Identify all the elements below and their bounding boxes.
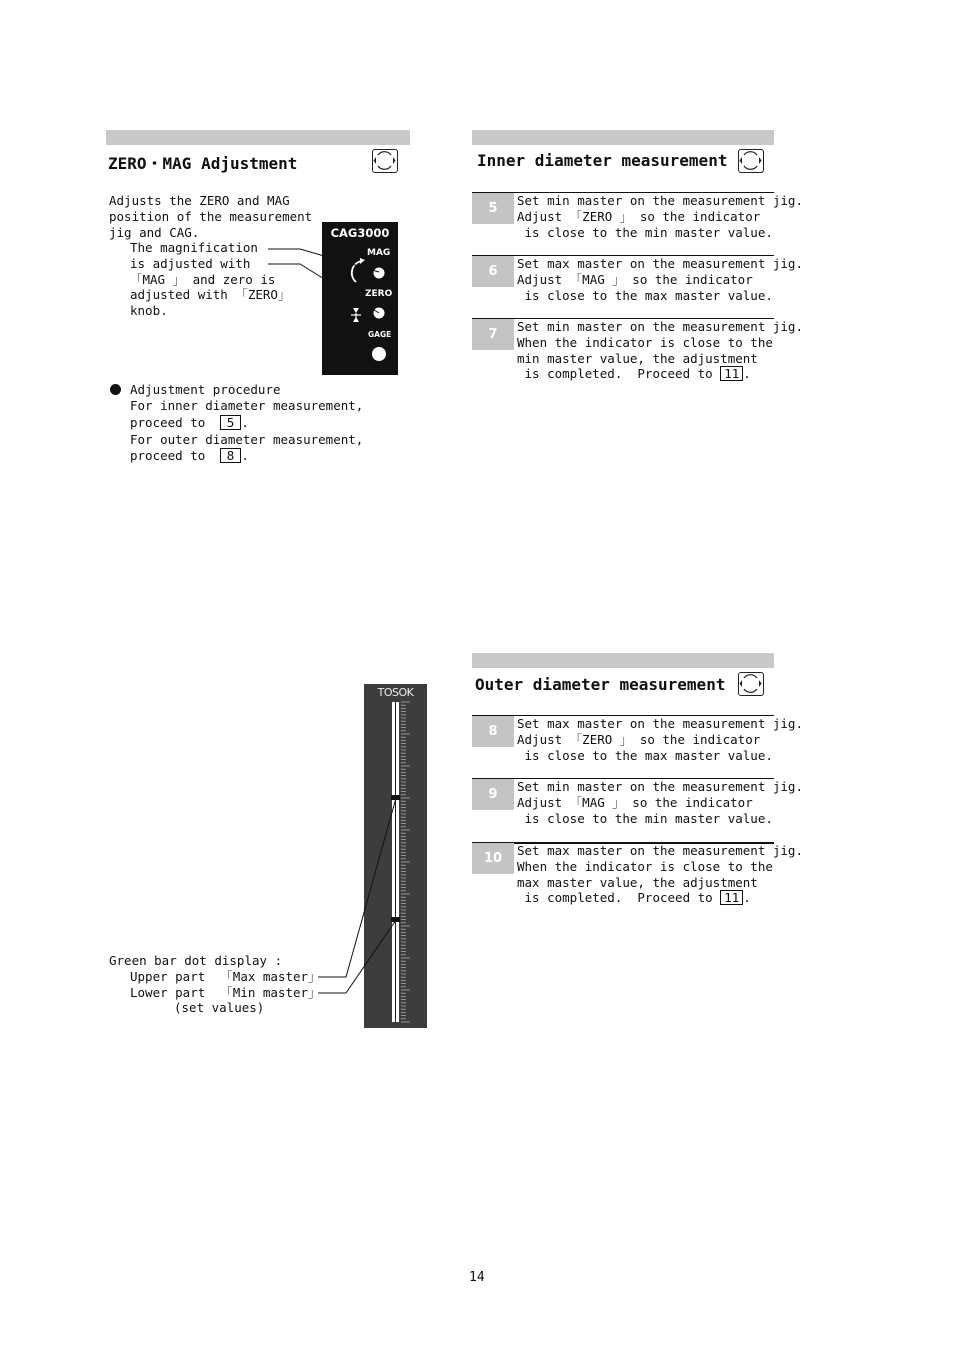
step-text-5: Set min master on the measurement jig. Adjust 「ZERO 」 so the indicator is close to the min master value.: [517, 193, 803, 240]
step-number-8: 8: [472, 716, 514, 747]
bargraph-upper: Upper part 「Max master」: [130, 969, 321, 984]
panel-gage-label: GAGE: [368, 330, 392, 339]
step-ref-8[interactable]: 8: [220, 448, 242, 463]
section-bar-outer: [472, 653, 774, 668]
procedure-outer: For outer diameter measurement,: [130, 432, 364, 447]
intro-text: Adjusts the ZERO and MAG position of the measurement jig and CAG.: [109, 193, 313, 240]
bargraph-set-values: (set values): [174, 1000, 265, 1015]
step-text-7: Set min master on the measurement jig. When the indicator is close to the min master value, the adjustment is completed. Proceed to 11 .: [517, 319, 803, 382]
page-number: 14: [469, 1270, 485, 1285]
panel-mag-label: MAG: [367, 248, 391, 258]
adjust-knob-icon: [738, 672, 764, 696]
panel-zero-label: ZERO: [365, 289, 393, 299]
step-number-9: 9: [472, 779, 514, 810]
step-ref-5[interactable]: 5: [220, 415, 242, 430]
step-number-5: 5: [472, 193, 514, 224]
step-ref-11[interactable]: 11: [720, 366, 743, 381]
brand-logo: TOSOK: [377, 686, 414, 699]
step-number-10: 10: [472, 843, 514, 874]
panel-model-label: CAG3000: [330, 226, 390, 240]
procedure-inner-proceed: proceed to 5 .: [130, 415, 249, 430]
bargraph-caption: Green bar dot display :: [109, 953, 283, 968]
section-title-zero-mag: ZERO・MAG Adjustment: [108, 154, 298, 173]
magnification-note: The magnification is adjusted with 「MAG 」 and zero is adjusted with 「ZERO」 knob.: [130, 240, 291, 319]
step-number-6: 6: [472, 256, 514, 287]
procedure-outer-proceed: proceed to 8 .: [130, 448, 249, 463]
section-title-outer: Outer diameter measurement: [475, 675, 726, 694]
procedure-title: Adjustment procedure: [130, 382, 281, 397]
step-text-9: Set min master on the measurement jig. Adjust 「MAG 」 so the indicator is close to the min master value.: [517, 779, 803, 826]
section-title-inner: Inner diameter measurement: [477, 151, 728, 170]
step-text-8: Set max master on the measurement jig. Adjust 「ZERO 」 so the indicator is close to the max master value.: [517, 716, 803, 763]
procedure-inner: For inner diameter measurement,: [130, 398, 364, 413]
step-ref-11[interactable]: 11: [720, 890, 743, 905]
step-text-6: Set max master on the measurement jig. Adjust 「MAG 」 so the indicator is close to the max master value.: [517, 256, 803, 303]
step-text-10: Set max master on the measurement jig. When the indicator is close to the max master value, the adjustment is completed. Proceed to 11 .: [517, 843, 803, 906]
step-number-7: 7: [472, 319, 514, 350]
bargraph-lower: Lower part 「Min master」: [130, 985, 321, 1000]
